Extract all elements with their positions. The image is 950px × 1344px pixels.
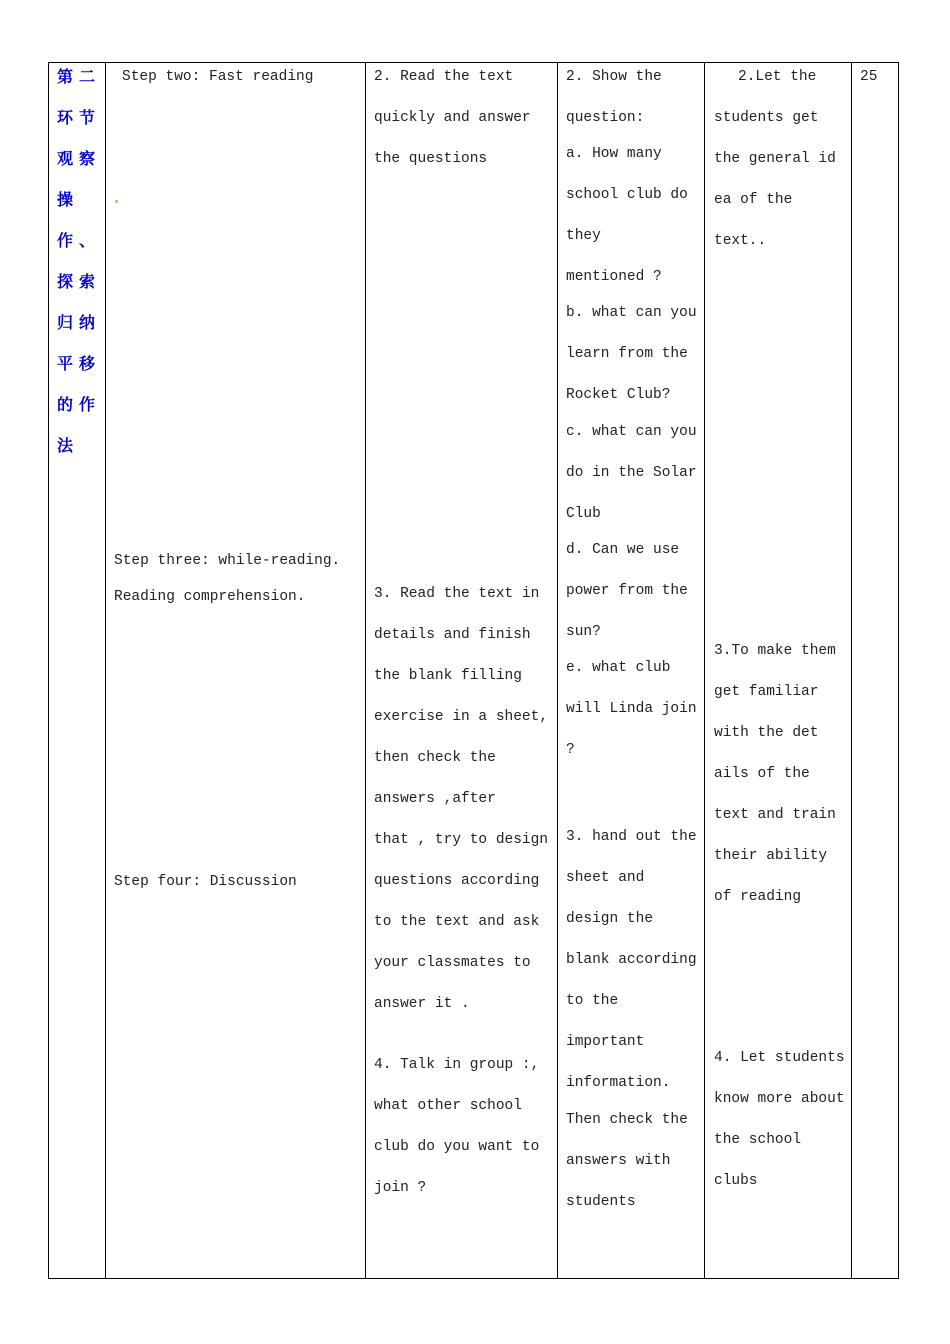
purpose-line: know more about xyxy=(714,1091,845,1107)
teacher-line: to the xyxy=(566,993,619,1009)
teacher-line: ? xyxy=(566,742,575,758)
purpose-line: their ability xyxy=(714,848,828,864)
student-line: that , try to design xyxy=(374,832,549,848)
purpose-line: get familiar xyxy=(714,684,819,700)
stage-title-line: 平移 xyxy=(57,354,102,373)
activity-steps-cell xyxy=(106,63,365,1278)
student-line: 3. Read the text in xyxy=(374,586,540,602)
purpose-line: with the det xyxy=(714,725,819,741)
purpose-line: ea of the xyxy=(714,192,793,208)
teacher-line: power from the xyxy=(566,583,688,599)
stage-title-line: 观察 xyxy=(57,149,102,168)
step-three-label: Step three: while-reading. xyxy=(114,553,341,569)
student-line: to the text and ask xyxy=(374,914,540,930)
student-line: quickly and answer xyxy=(374,110,531,126)
step-four-label: Step four: Discussion xyxy=(114,874,297,890)
artifact-mark xyxy=(115,200,118,203)
purpose-line: 2.Let the xyxy=(738,69,817,85)
purpose-line: the school xyxy=(714,1132,802,1148)
student-line: what other school xyxy=(374,1098,522,1114)
student-activity-cell xyxy=(366,63,557,1278)
teacher-line: information. xyxy=(566,1075,671,1091)
teacher-line: important xyxy=(566,1034,645,1050)
stage-title-line: 归纳 xyxy=(57,313,102,332)
teacher-line: they xyxy=(566,228,601,244)
stage-title-line: 的作 xyxy=(57,395,102,414)
teacher-line: learn from the xyxy=(566,346,688,362)
student-line: club do you want to xyxy=(374,1139,540,1155)
purpose-line: 4. Let students xyxy=(714,1050,845,1066)
student-line: 2. Read the text xyxy=(374,69,514,85)
student-line: then check the xyxy=(374,750,496,766)
stage-title-line: 操 xyxy=(57,190,80,209)
teacher-line: design the xyxy=(566,911,654,927)
teacher-line: Rocket Club? xyxy=(566,387,671,403)
teacher-line: answers with xyxy=(566,1153,671,1169)
student-line: 4. Talk in group :, xyxy=(374,1057,540,1073)
teacher-line: do in the Solar xyxy=(566,465,697,481)
student-line: your classmates to xyxy=(374,955,531,971)
student-line: exercise in a sheet, xyxy=(374,709,549,725)
teacher-line: students xyxy=(566,1194,636,1210)
step-two-label: Step two: Fast reading xyxy=(122,69,314,85)
teacher-line: question: xyxy=(566,110,645,126)
student-line: join ? xyxy=(374,1180,427,1196)
student-line: details and finish xyxy=(374,627,531,643)
teacher-activity-cell xyxy=(558,63,704,1278)
stage-title-line: 环节 xyxy=(57,108,102,127)
teacher-line: 2. Show the xyxy=(566,69,662,85)
teacher-line: mentioned ? xyxy=(566,269,662,285)
stage-title-cell xyxy=(49,63,105,1278)
teacher-line: blank according xyxy=(566,952,697,968)
student-line: answers ,after xyxy=(374,791,496,807)
purpose-line: ails of the xyxy=(714,766,810,782)
teacher-line: school club do xyxy=(566,187,688,203)
purpose-line: 3.To make them xyxy=(714,643,836,659)
teacher-line: c. what can you xyxy=(566,424,697,440)
teacher-line: a. How many xyxy=(566,146,662,162)
purpose-cell xyxy=(705,63,851,1278)
teacher-line: b. what can you xyxy=(566,305,697,321)
time-cell xyxy=(852,63,898,1278)
teacher-line: d. Can we use xyxy=(566,542,680,558)
student-line: the questions xyxy=(374,151,488,167)
stage-title-line: 探索 xyxy=(57,272,102,291)
step-three-sublabel: Reading comprehension. xyxy=(114,589,306,605)
student-line: questions according xyxy=(374,873,540,889)
purpose-line: text and train xyxy=(714,807,836,823)
teacher-line: e. what club xyxy=(566,660,671,676)
teacher-line: Then check the xyxy=(566,1112,688,1128)
student-line: the blank filling xyxy=(374,668,522,684)
stage-title-line: 第二 xyxy=(57,67,102,86)
stage-title-line: 作、 xyxy=(57,231,102,250)
student-line: answer it . xyxy=(374,996,470,1012)
teacher-line: 3. hand out the xyxy=(566,829,697,845)
time-minutes: 25 xyxy=(860,69,878,85)
purpose-line: students get xyxy=(714,110,819,126)
teacher-line: sun? xyxy=(566,624,601,640)
stage-title-line: 法 xyxy=(57,436,80,455)
purpose-line: the general id xyxy=(714,151,836,167)
purpose-line: of reading xyxy=(714,889,802,905)
purpose-line: clubs xyxy=(714,1173,758,1189)
lesson-plan-table xyxy=(48,62,899,1279)
purpose-line: text.. xyxy=(714,233,767,249)
teacher-line: sheet and xyxy=(566,870,645,886)
teacher-line: will Linda join xyxy=(566,701,697,717)
teacher-line: Club xyxy=(566,506,601,522)
